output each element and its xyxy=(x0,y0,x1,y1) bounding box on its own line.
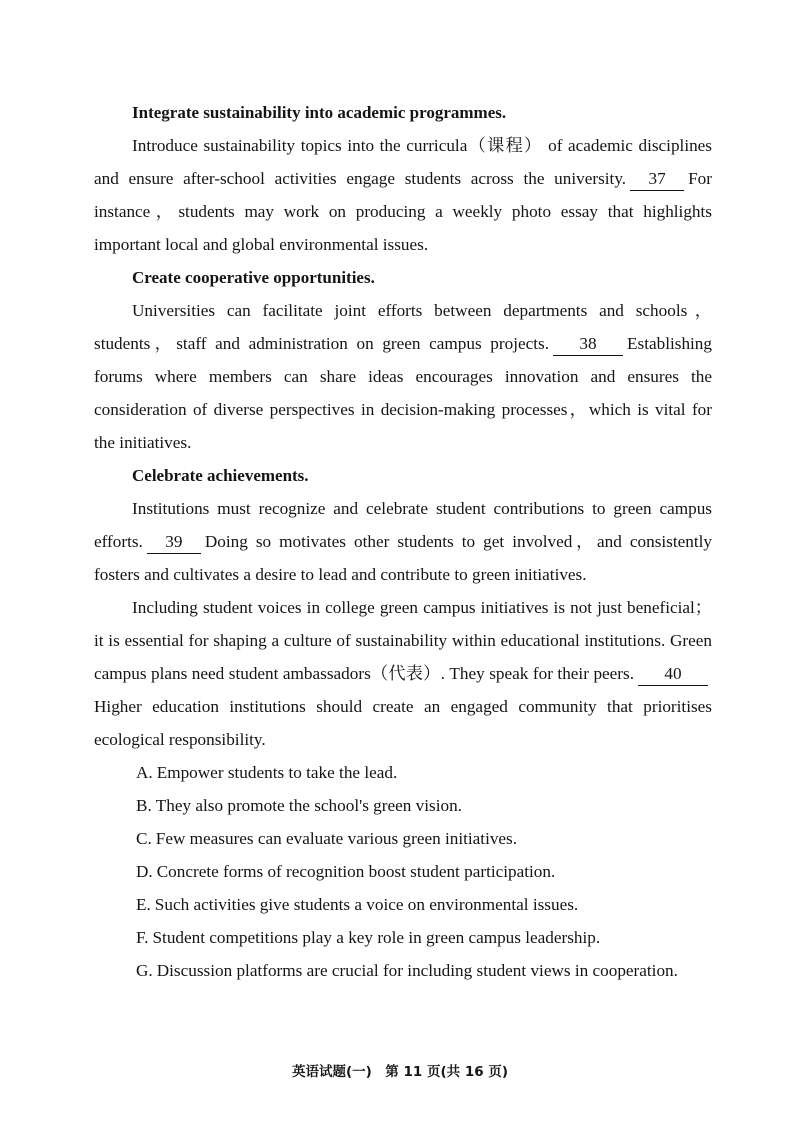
paragraph-text: Establishing forums where members can share ideas encourages innovation and ensures the consideration of diverse perspectives in decision-making processes，which is vital for the initiatives. xyxy=(94,334,712,452)
option-letter: G. xyxy=(136,961,153,980)
paragraph-text: Introduce sustainability topics into the curricula（课程） of academic disciplines and ensure after-school activities engage students across the university. xyxy=(94,136,712,188)
page-content xyxy=(94,96,712,987)
answer-options xyxy=(94,756,712,987)
blank-37: 37 xyxy=(630,168,684,191)
option-text: Discussion platforms are crucial for including student views in cooperation. xyxy=(156,961,678,980)
option-b xyxy=(94,789,712,822)
option-c xyxy=(94,822,712,855)
option-letter: F. xyxy=(136,928,149,947)
option-letter: C. xyxy=(136,829,152,848)
option-letter: D. xyxy=(136,862,153,881)
blank-40: 40 xyxy=(638,663,708,686)
paragraph-text: Institutions must recognize and celebrate student contributions to green campus efforts. xyxy=(94,499,712,551)
paragraph-text: Doing so motivates other students to get involved，and consistently fosters and cultivates a desire to lead and contribute to green initiatives. xyxy=(94,532,712,584)
page-footer: 英语试题(一) 第 11 页(共 16 页) xyxy=(291,1064,509,1080)
option-text: They also promote the school's green vision. xyxy=(155,796,462,815)
blank-39: 39 xyxy=(147,531,201,554)
section-heading-2: Create cooperative opportunities. xyxy=(132,268,375,287)
section-paragraph-3 xyxy=(94,492,712,591)
option-letter: E. xyxy=(136,895,151,914)
option-g xyxy=(94,954,712,987)
option-text: Concrete forms of recognition boost student participation. xyxy=(156,862,556,881)
option-e xyxy=(94,888,712,921)
option-letter: A. xyxy=(136,763,153,782)
section-paragraph-1 xyxy=(94,129,712,261)
option-text: Empower students to take the lead. xyxy=(156,763,398,782)
option-f xyxy=(94,921,712,954)
option-text: Student competitions play a key role in green campus leadership. xyxy=(152,928,601,947)
paragraph-text: Higher education institutions should create an engaged community that prioritises ecological responsibility. xyxy=(94,697,712,749)
option-text: Such activities give students a voice on environmental issues. xyxy=(154,895,579,914)
section-heading-3: Celebrate achievements. xyxy=(132,466,309,485)
blank-38: 38 xyxy=(553,333,623,356)
option-letter: B. xyxy=(136,796,152,815)
conclusion-paragraph xyxy=(94,591,712,756)
option-d xyxy=(94,855,712,888)
paragraph-text: For instance，students may work on producing a weekly photo essay that highlights important local and global environmental issues. xyxy=(94,169,712,254)
section-heading-1: Integrate sustainability into academic programmes. xyxy=(132,103,507,122)
paragraph-text: Universities can facilitate joint efforts between departments and schools，students，staff and administration on green campus projects. xyxy=(94,301,712,353)
section-paragraph-2 xyxy=(94,294,712,459)
option-text: Few measures can evaluate various green initiatives. xyxy=(155,829,518,848)
option-a xyxy=(94,756,712,789)
paragraph-text: Including student voices in college green campus initiatives is not just beneficial；it is essential for shaping a culture of sustainability within educational institutions. Green campus plans need student ambassadors（代表）. They speak for their peers. xyxy=(94,598,712,683)
